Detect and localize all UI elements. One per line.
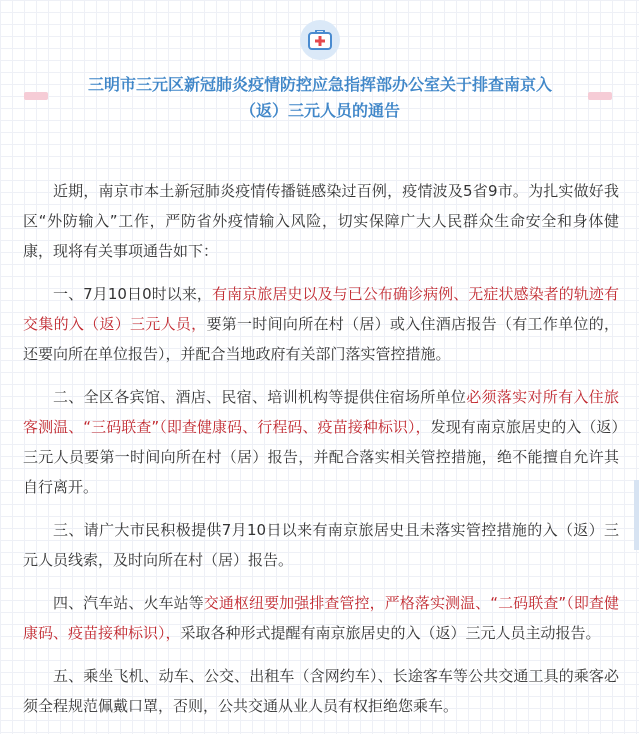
decorative-bar-right: [588, 92, 612, 100]
scroll-edge-marker: [634, 480, 639, 550]
paragraph-4-highlight: 交通枢纽要加强排查管控，严格落实测温、“二码联查”（即查健康码、疫苗接种标识），: [23, 594, 619, 642]
notice-body: [23, 176, 619, 734]
title-line-1: 三明市三元区新冠肺炎疫情防控应急指挥部办公室关于排查南京入: [87, 75, 552, 94]
decorative-bar-left: [24, 92, 48, 100]
paragraph-4-lead: 四、汽车站、火车站等: [53, 594, 204, 612]
paragraph-2-lead: 二、全区各宾馆、酒店、民宿、培训机构等提供住宿场所单位: [53, 388, 467, 406]
paragraph-intro: 近期，南京市本土新冠肺炎疫情传播链感染过百例，疫情波及5省9市。为扎实做好我区“外防输入”工作，严防省外疫情输入风险，切实保障广大人民群众生命安全和身体健康，现将有关事项通告如下：: [23, 182, 619, 260]
title-line-2: （返）三元人员的通告: [239, 101, 400, 120]
paragraph-4-rest: 采取各种形式提醒有南京旅居史的入（返）三元人员主动报告。: [180, 624, 601, 642]
paragraph-1-highlight: 有南京旅居史以及与已公布确诊病例、无症状感染者的轨迹有交集的入（返）三元人员，: [23, 285, 619, 333]
paragraph-2-rest: 发现有南京旅居史的入（返）三元人员要第一时间向所在村（居）报告，并配合落实相关管控措施，绝不能擅自允许其自行离开。: [23, 418, 619, 496]
paragraph-1-rest: 要第一时间向所在村（居）或入住酒店报告（有工作单位的，还要向所在单位报告），并配合当地政府有关部门落实管控措施。: [23, 315, 619, 363]
paragraph-1-lead: 一、7月10日0时以来，: [53, 285, 213, 303]
paragraph-2-highlight: 必须落实对所有入住旅客测温、“三码联查”（即查健康码、行程码、疫苗接种标识），: [23, 388, 619, 436]
paragraph-3: 三、请广大市民积极提供7月10日以来有南京旅居史且未落实管控措施的入（返）三元人员线索，及时向所在村（居）报告。: [23, 521, 619, 569]
paragraph-5: 五、乘坐飞机、动车、公交、出租车（含网约车）、长途客车等公共交通工具的乘客必须全程规范佩戴口罩，否则，公共交通从业人员有权拒绝您乘车。: [23, 667, 619, 715]
medical-kit-glyph: [308, 30, 332, 50]
paragraph-1: [23, 279, 619, 369]
notice-title: [60, 72, 580, 124]
medical-kit-icon: [300, 20, 340, 60]
paragraph-4: [23, 588, 619, 648]
paragraph-2: [23, 382, 619, 502]
